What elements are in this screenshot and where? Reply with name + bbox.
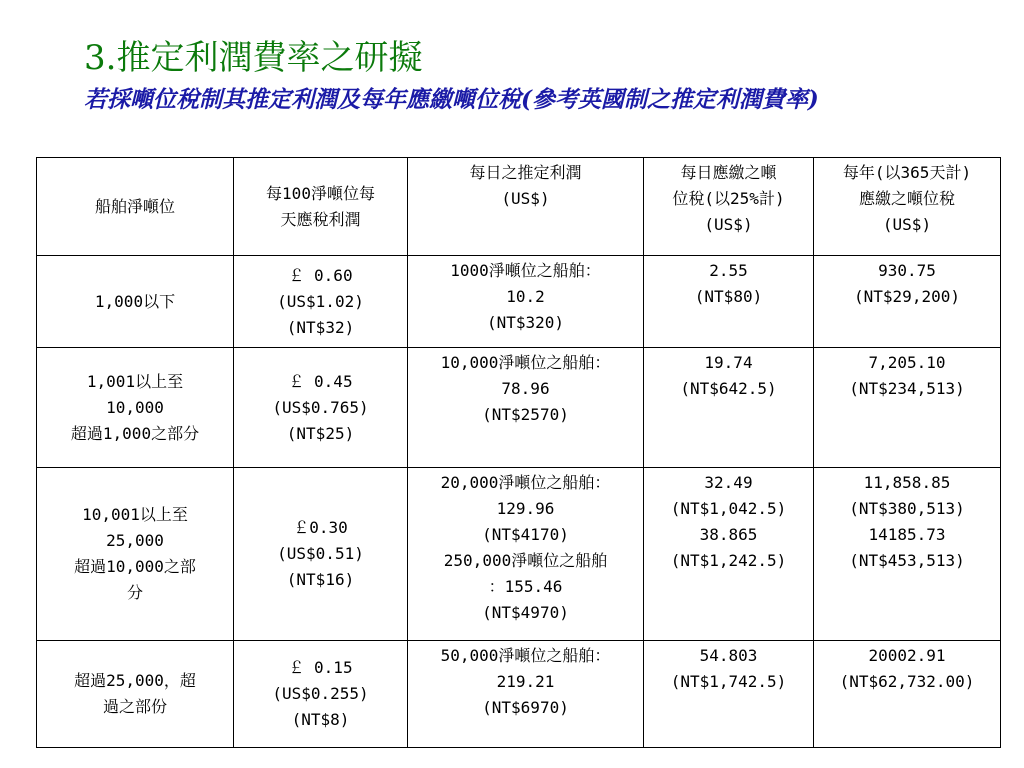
rate-cell: ￡ 0.60 (US$1.02) (NT$32) <box>234 256 408 348</box>
daily-profit-cell: 50,000淨噸位之船舶： 219.21 (NT$6970) <box>408 641 644 748</box>
tonnage-band-cell: 10,001以上至 25,000 超過10,000之部 分 <box>37 468 234 641</box>
header-daily-tonnage-tax: 每日應繳之噸 位稅(以25%計) (US$) <box>644 158 814 256</box>
tonnage-tax-table <box>36 157 1001 748</box>
daily-profit-cell: 1000淨噸位之船舶： 10.2 (NT$320) <box>408 256 644 348</box>
tonnage-band-cell: 超過25,000，超 過之部份 <box>37 641 234 748</box>
header-annual-tonnage-tax: 每年(以365天計) 應繳之噸位稅 (US$) <box>814 158 1001 256</box>
header-daily-presumed-profit: 每日之推定利潤 (US$) <box>408 158 644 256</box>
table-row <box>37 256 1001 348</box>
annual-tax-cell: 11,858.85 (NT$380,513) 14185.73 (NT$453,513) <box>814 468 1001 641</box>
slide-title: 3.推定利潤費率之研擬 <box>84 38 423 78</box>
header-taxable-profit-per-100-tons: 每100淨噸位每 天應稅利潤 <box>234 158 408 256</box>
rate-cell: ￡ 0.45 (US$0.765) (NT$25) <box>234 348 408 468</box>
table-row <box>37 468 1001 641</box>
rate-cell: ￡ 0.15 (US$0.255) (NT$8) <box>234 641 408 748</box>
daily-tax-cell: 32.49 (NT$1,042.5) 38.865 (NT$1,242.5) <box>644 468 814 641</box>
daily-tax-cell: 54.803 (NT$1,742.5) <box>644 641 814 748</box>
table-row <box>37 641 1001 748</box>
daily-profit-cell: 10,000淨噸位之船舶： 78.96 (NT$2570) <box>408 348 644 468</box>
annual-tax-cell: 930.75 (NT$29,200) <box>814 256 1001 348</box>
annual-tax-cell: 7,205.10 (NT$234,513) <box>814 348 1001 468</box>
header-net-tonnage: 船舶淨噸位 <box>37 158 234 256</box>
daily-profit-cell: 20,000淨噸位之船舶： 129.96 (NT$4170) 250,000淨噸位之船舶 ：155.46 (NT$4970) <box>408 468 644 641</box>
tonnage-band-cell: 1,000以下 <box>37 256 234 348</box>
daily-tax-cell: 2.55 (NT$80) <box>644 256 814 348</box>
table-header-row <box>37 158 1001 256</box>
annual-tax-cell: 20002.91 (NT$62,732.00) <box>814 641 1001 748</box>
table-row <box>37 348 1001 468</box>
daily-tax-cell: 19.74 (NT$642.5) <box>644 348 814 468</box>
slide-subtitle: 若採噸位稅制其推定利潤及每年應繳噸位稅(參考英國制之推定利潤費率) <box>84 86 819 113</box>
tonnage-band-cell: 1,001以上至 10,000 超過1,000之部分 <box>37 348 234 468</box>
rate-cell: ￡0.30 (US$0.51) (NT$16) <box>234 468 408 641</box>
